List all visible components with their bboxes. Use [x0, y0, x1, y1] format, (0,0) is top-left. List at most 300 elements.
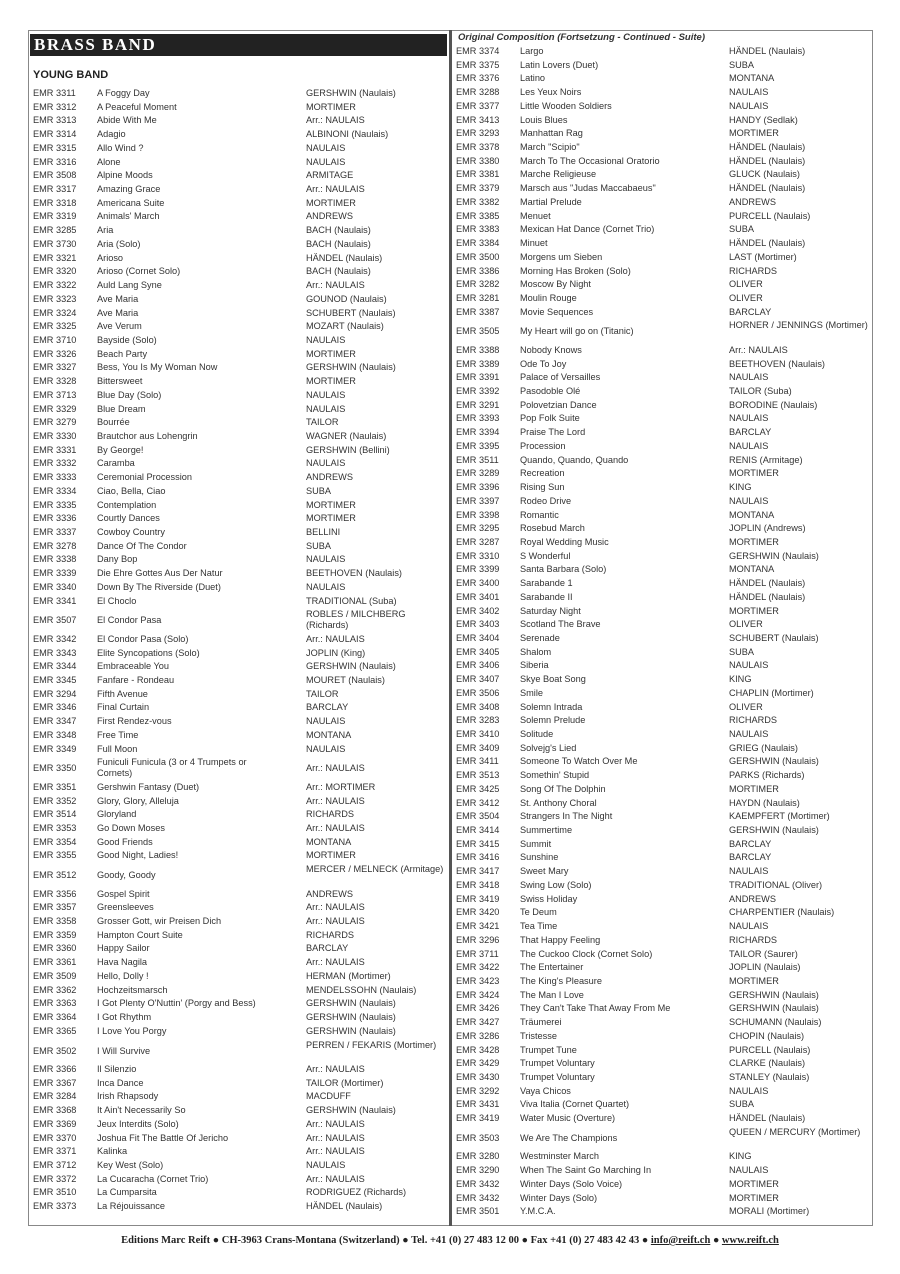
- entry-title: Kalinka: [97, 1146, 128, 1157]
- entry-number: EMR 3347: [33, 716, 77, 727]
- entry-number: EMR 3511: [456, 454, 499, 465]
- entry-number: EMR 3411: [456, 756, 499, 767]
- entry-title: Ciao, Bella, Ciao: [97, 485, 166, 496]
- entry-composer: NAULAIS: [729, 1085, 769, 1096]
- entry-title: Sarabande II: [520, 591, 573, 602]
- entry-title: Latino: [520, 73, 546, 84]
- entry-number: EMR 3290: [456, 1165, 500, 1176]
- entry-number: EMR 3387: [456, 306, 500, 317]
- entry-composer: NAULAIS: [729, 1165, 769, 1176]
- entry-number: EMR 3407: [456, 674, 500, 685]
- catalog-entry: [33, 253, 445, 267]
- catalog-entry: [33, 930, 445, 944]
- entry-composer: CHAPLIN (Mortimer): [729, 687, 814, 698]
- entry-title: Rising Sun: [520, 482, 565, 493]
- catalog-entry: [456, 811, 868, 825]
- catalog-entry: [33, 1160, 445, 1174]
- entry-title: Ave Maria: [97, 307, 139, 318]
- entry-title: Key West (Solo): [97, 1160, 164, 1171]
- catalog-entry: [33, 280, 445, 294]
- catalog-entry: [33, 88, 445, 102]
- brass-band-banner: BRASS BAND: [30, 34, 447, 56]
- entry-number: EMR 3367: [33, 1077, 77, 1088]
- entry-number: EMR 3386: [456, 265, 500, 276]
- catalog-entry: [456, 386, 868, 400]
- entry-title: Marche Religieuse: [520, 169, 597, 180]
- entry-composer: SCHUBERT (Naulais): [306, 307, 396, 318]
- entry-number: EMR 3287: [456, 536, 500, 547]
- entry-composer: BELLINI: [306, 527, 341, 537]
- entry-number: EMR 3292: [456, 1085, 500, 1096]
- entry-number: EMR 3397: [456, 495, 500, 506]
- entry-number: EMR 3295: [456, 523, 500, 534]
- catalog-entry: [456, 551, 868, 565]
- entry-title: Inca Dance: [97, 1077, 144, 1088]
- entry-number: EMR 3413: [456, 114, 500, 125]
- entry-number: EMR 3285: [33, 225, 77, 236]
- entry-composer: GOUNOD (Naulais): [306, 293, 387, 304]
- catalog-entry: [33, 985, 445, 999]
- catalog-entry: [33, 716, 445, 730]
- entry-number: EMR 3388: [456, 344, 500, 355]
- catalog-entry: [456, 468, 868, 482]
- catalog-entry: [456, 1017, 868, 1031]
- entry-title: Bourrée: [97, 417, 130, 428]
- entry-number: EMR 3333: [33, 472, 77, 483]
- catalog-entry: [33, 864, 445, 889]
- entry-number: EMR 3339: [33, 568, 77, 579]
- entry-composer: MORTIMER: [306, 197, 356, 208]
- entry-composer: MORTIMER: [306, 499, 356, 510]
- entry-number: EMR 3374: [456, 46, 500, 56]
- catalog-entry: [33, 609, 445, 634]
- entry-title: Go Down Moses: [97, 822, 165, 833]
- entry-number: EMR 3417: [456, 866, 500, 877]
- catalog-entry: [456, 372, 868, 386]
- entry-composer: MONTANA: [729, 564, 775, 575]
- entry-number: EMR 3358: [33, 916, 77, 927]
- entry-number: EMR 3503: [456, 1132, 500, 1143]
- catalog-entry: [456, 633, 868, 647]
- entry-title: Recreation: [520, 468, 565, 479]
- entry-composer: MORTIMER: [729, 128, 779, 139]
- entry-title: Trumpet Tune: [520, 1044, 577, 1055]
- entry-number: EMR 3406: [456, 660, 500, 671]
- entry-composer: Arr.: NAULAIS: [306, 763, 365, 774]
- catalog-entry: [456, 1072, 868, 1086]
- entry-composer: Arr.: NAULAIS: [306, 1173, 365, 1184]
- catalog-entry: [33, 1064, 445, 1078]
- entry-title: A Peaceful Moment: [97, 101, 177, 112]
- entry-composer: GERSHWIN (Naulais): [306, 998, 396, 1009]
- entry-number: EMR 3513: [456, 770, 500, 781]
- entry-composer: HÄNDEL (Naulais): [729, 238, 806, 249]
- catalog-entry: [33, 417, 445, 431]
- entry-number: EMR 3415: [456, 838, 500, 849]
- entry-title: Song Of The Dolphin: [520, 783, 606, 794]
- entry-number: EMR 3294: [33, 688, 77, 699]
- entry-composer: HANDY (Sedlak): [729, 114, 798, 125]
- catalog-entry: [33, 689, 445, 703]
- entry-title: By George!: [97, 444, 144, 455]
- catalog-entry: [456, 606, 868, 620]
- entry-number: EMR 3356: [33, 888, 77, 899]
- entry-number: EMR 3506: [456, 687, 500, 698]
- entry-title: Scotland The Brave: [520, 619, 601, 630]
- footer-email-link[interactable]: info@reift.ch: [650, 1235, 711, 1246]
- catalog-entry: [33, 1091, 445, 1105]
- catalog-entry: [456, 935, 868, 949]
- entry-title: Palace of Versailles: [520, 372, 601, 383]
- entry-composer: GERSHWIN (Naulais): [306, 1025, 396, 1036]
- catalog-entry: [456, 674, 868, 688]
- entry-composer: TAILOR (Suba): [729, 386, 792, 397]
- entry-composer: Arr.: MORTIMER: [306, 781, 376, 792]
- entry-title: Marsch aus "Judas Maccabaeus": [520, 183, 656, 194]
- entry-number: EMR 3320: [33, 266, 77, 277]
- entry-title: Procession: [520, 440, 566, 451]
- entry-number: EMR 3362: [33, 984, 77, 995]
- column-divider: [449, 30, 452, 1226]
- entry-number: EMR 3319: [33, 211, 77, 222]
- entry-composer: HÄNDEL (Naulais): [306, 1201, 383, 1212]
- entry-title: Nobody Knows: [520, 344, 582, 355]
- entry-number: EMR 3376: [456, 73, 500, 84]
- entry-number: EMR 3380: [456, 155, 500, 166]
- entry-composer: MOURET (Naulais): [306, 674, 385, 685]
- catalog-entry: [456, 345, 868, 359]
- entry-title: Westminster March: [520, 1151, 599, 1162]
- entry-title: The Man I Love: [520, 989, 584, 1000]
- entry-number: EMR 3400: [456, 578, 500, 589]
- catalog-entry: [456, 784, 868, 798]
- entry-composer: NAULAIS: [729, 660, 769, 671]
- entry-composer: BEETHOVEN (Naulais): [729, 358, 825, 369]
- entry-title: La Réjouissance: [97, 1201, 165, 1212]
- entry-title: Adagio: [97, 129, 126, 140]
- entry-number: EMR 3324: [33, 307, 77, 318]
- entry-composer: Arr.: NAULAIS: [306, 1064, 365, 1074]
- entry-composer: ANDREWS: [306, 472, 353, 483]
- catalog-entry: [33, 349, 445, 363]
- entry-composer: MENDELSSOHN (Naulais): [306, 984, 417, 995]
- entry-number: EMR 3370: [33, 1132, 77, 1143]
- entry-composer: KING: [729, 674, 752, 685]
- entry-composer: SUBA: [729, 646, 755, 657]
- entry-title: Gospel Spirit: [97, 888, 150, 899]
- entry-composer: TAILOR: [306, 417, 339, 428]
- entry-title: Allo Wind ?: [97, 142, 144, 153]
- entry-composer: HÄNDEL (Naulais): [729, 142, 806, 153]
- entry-composer: NAULAIS: [306, 1160, 346, 1171]
- entry-composer: HÄNDEL (Naulais): [306, 252, 383, 263]
- entry-title: Te Deum: [520, 907, 557, 918]
- entry-title: Elite Syncopations (Solo): [97, 647, 200, 658]
- entry-title: Moulin Rouge: [520, 292, 577, 303]
- entry-composer: NAULAIS: [306, 458, 346, 469]
- catalog-entry: [33, 730, 445, 744]
- catalog-entry: [456, 101, 868, 115]
- entry-composer: NAULAIS: [729, 866, 769, 877]
- entry-title: Free Time: [97, 729, 139, 740]
- footer-publisher: Editions Marc Reift: [121, 1235, 211, 1246]
- entry-number: EMR 3325: [33, 321, 77, 332]
- entry-number: EMR 3369: [33, 1118, 77, 1129]
- entry-number: EMR 3363: [33, 998, 77, 1009]
- entry-title: Y.M.C.A.: [520, 1206, 556, 1217]
- entry-composer: TRADITIONAL (Suba): [306, 595, 397, 606]
- entry-title: Royal Wedding Music: [520, 536, 609, 547]
- entry-title: Santa Barbara (Solo): [520, 564, 607, 575]
- catalog-entry: [456, 894, 868, 908]
- entry-composer: RICHARDS: [306, 809, 354, 820]
- catalog-entry: [456, 46, 868, 60]
- entry-number: EMR 3317: [33, 184, 77, 195]
- entry-composer: Arr.: NAULAIS: [306, 795, 365, 806]
- entry-number: EMR 3329: [33, 403, 77, 414]
- entry-composer: Arr.: NAULAIS: [729, 344, 788, 355]
- catalog-entry: [456, 1113, 868, 1127]
- entry-composer: SUBA: [306, 540, 332, 551]
- catalog-entry: [33, 1201, 445, 1215]
- catalog-entry: [33, 1187, 445, 1201]
- entry-number: EMR 3286: [456, 1030, 500, 1041]
- entry-title: Rosebud March: [520, 523, 585, 534]
- entry-number: EMR 3353: [33, 822, 77, 833]
- catalog-entry: [33, 157, 445, 171]
- entry-title: Courtly Dances: [97, 513, 160, 524]
- entry-title: Serenade: [520, 632, 560, 643]
- entry-composer: RICHARDS: [729, 715, 777, 726]
- catalog-entry: [33, 321, 445, 335]
- entry-composer: KAEMPFERT (Mortimer): [729, 811, 830, 822]
- entry-title: Minuet: [520, 238, 548, 249]
- catalog-entry: [456, 482, 868, 496]
- entry-composer: TAILOR (Saurer): [729, 948, 798, 959]
- entry-title: Arioso: [97, 252, 124, 263]
- entry-number: EMR 3424: [456, 989, 500, 1000]
- entry-composer: NAULAIS: [729, 372, 769, 383]
- entry-title: They Can't Take That Away From Me: [520, 1003, 671, 1014]
- catalog-entry: [456, 1086, 868, 1100]
- entry-composer: MONTANA: [729, 73, 775, 84]
- entry-composer: PURCELL (Naulais): [729, 210, 811, 221]
- entry-number: EMR 3404: [456, 632, 500, 643]
- entry-composer: MORTIMER: [306, 101, 356, 112]
- entry-number: EMR 3385: [456, 210, 500, 221]
- entry-composer: NAULAIS: [729, 440, 769, 451]
- entry-composer: Arr.: NAULAIS: [306, 916, 365, 927]
- entry-composer: TAILOR (Mortimer): [306, 1077, 384, 1088]
- catalog-entry: [456, 852, 868, 866]
- entry-title: Joshua Fit The Battle Of Jericho: [97, 1132, 229, 1143]
- left-catalog-list: [33, 88, 445, 1215]
- entry-composer: Arr.: NAULAIS: [306, 1132, 365, 1143]
- entry-composer: ROBLES / MILCHBERG (Richards): [306, 609, 406, 631]
- entry-composer: GLUCK (Naulais): [729, 169, 800, 180]
- entry-title: Hochzeitsmarsch: [97, 984, 168, 995]
- entry-number: EMR 3710: [33, 334, 77, 345]
- entry-number: EMR 3395: [456, 440, 500, 451]
- entry-composer: MORTIMER: [729, 1178, 779, 1189]
- entry-composer: Arr.: NAULAIS: [306, 280, 365, 291]
- entry-number: EMR 3427: [456, 1017, 500, 1028]
- entry-composer: ANDREWS: [729, 893, 776, 904]
- entry-composer: SUBA: [306, 485, 332, 496]
- entry-title: Water Music (Overture): [520, 1113, 616, 1124]
- entry-number: EMR 3312: [33, 101, 77, 112]
- catalog-entry: [33, 308, 445, 322]
- entry-title: St. Anthony Choral: [520, 797, 597, 808]
- entry-number: EMR 3392: [456, 386, 500, 397]
- catalog-entry: [456, 413, 868, 427]
- entry-title: Morgens um Sieben: [520, 251, 603, 262]
- entry-composer: NAULAIS: [306, 743, 346, 754]
- entry-number: EMR 3412: [456, 797, 500, 808]
- entry-title: Someone To Watch Over Me: [520, 756, 638, 767]
- entry-number: EMR 3713: [33, 389, 77, 400]
- catalog-entry: [33, 837, 445, 851]
- entry-composer: MORTIMER: [306, 376, 356, 387]
- catalog-entry: [33, 782, 445, 796]
- entry-title: Contemplation: [97, 499, 157, 510]
- footer-web-link[interactable]: www.reift.ch: [721, 1235, 779, 1246]
- entry-composer: NAULAIS: [306, 554, 346, 565]
- entry-composer: Arr.: NAULAIS: [306, 822, 365, 833]
- entry-composer: OLIVER: [729, 701, 763, 712]
- catalog-entry: [456, 715, 868, 729]
- entry-title: Alone: [97, 156, 121, 167]
- catalog-entry: [456, 400, 868, 414]
- entry-composer: SUBA: [729, 224, 755, 235]
- entry-composer: NAULAIS: [729, 729, 769, 739]
- entry-composer: Arr.: NAULAIS: [306, 1118, 365, 1129]
- entry-title: Bittersweet: [97, 376, 143, 387]
- entry-number: EMR 3509: [33, 970, 77, 981]
- catalog-entry: [33, 211, 445, 225]
- catalog-entry: [456, 770, 868, 784]
- entry-composer: MORTIMER: [729, 468, 779, 479]
- entry-title: Les Yeux Noirs: [520, 87, 582, 98]
- entry-composer: BORODINE (Naulais): [729, 399, 818, 410]
- entry-composer: ANDREWS: [306, 888, 353, 899]
- entry-title: Largo: [520, 46, 544, 56]
- entry-title: Americana Suite: [97, 197, 165, 208]
- catalog-entry: [33, 1119, 445, 1133]
- entry-composer: WAGNER (Naulais): [306, 430, 387, 441]
- catalog-entry: [456, 1058, 868, 1072]
- catalog-entry: [33, 115, 445, 129]
- entry-title: Gloryland: [97, 809, 137, 820]
- entry-title: The King's Pleasure: [520, 975, 602, 986]
- entry-title: Strangers In The Night: [520, 811, 613, 822]
- entry-composer: NAULAIS: [306, 389, 346, 400]
- catalog-entry: [33, 404, 445, 418]
- catalog-entry: [456, 578, 868, 592]
- entry-composer: NAULAIS: [306, 716, 346, 727]
- entry-composer: NAULAIS: [306, 581, 346, 592]
- entry-number: EMR 3401: [456, 591, 500, 602]
- catalog-entry: [33, 143, 445, 157]
- entry-composer: BARCLAY: [729, 838, 772, 849]
- entry-title: La Cucaracha (Cornet Trio): [97, 1173, 209, 1184]
- entry-composer: GERSHWIN (Naulais): [729, 1003, 819, 1014]
- entry-composer: GERSHWIN (Naulais): [306, 1105, 396, 1116]
- entry-composer: STANLEY (Naulais): [729, 1071, 810, 1082]
- entry-title: When The Saint Go Marching In: [520, 1165, 652, 1176]
- entry-number: EMR 3396: [456, 482, 500, 493]
- entry-title: Brautchor aus Lohengrin: [97, 430, 198, 441]
- entry-title: Mexican Hat Dance (Cornet Trio): [520, 224, 655, 235]
- entry-title: Final Curtain: [97, 702, 150, 713]
- catalog-entry: [456, 798, 868, 812]
- footer-sep: ●: [521, 1235, 529, 1246]
- entry-number: EMR 3361: [33, 957, 77, 968]
- entry-composer: MORTIMER: [729, 975, 779, 986]
- catalog-entry: [33, 1012, 445, 1026]
- entry-title: Dance Of The Condor: [97, 540, 187, 551]
- entry-composer: BACH (Naulais): [306, 225, 371, 236]
- entry-composer: Arr.: NAULAIS: [306, 1146, 365, 1157]
- entry-title: Pop Folk Suite: [520, 413, 580, 424]
- entry-composer: NAULAIS: [729, 87, 769, 98]
- entry-number: EMR 3428: [456, 1044, 500, 1055]
- entry-composer: BARCLAY: [306, 943, 349, 954]
- catalog-entry: [456, 293, 868, 307]
- entry-composer: MONTANA: [306, 836, 352, 847]
- catalog-entry: [33, 568, 445, 582]
- catalog-entry: [456, 976, 868, 990]
- entry-composer: HÄNDEL (Naulais): [729, 591, 806, 602]
- catalog-entry: [33, 225, 445, 239]
- catalog-entry: [456, 211, 868, 225]
- entry-title: Little Wooden Soldiers: [520, 100, 612, 111]
- entry-title: Viva Italia (Cornet Quartet): [520, 1099, 630, 1110]
- entry-number: EMR 3418: [456, 879, 500, 890]
- catalog-entry: [33, 1146, 445, 1160]
- entry-number: EMR 3419: [456, 893, 500, 904]
- entry-number: EMR 3378: [456, 142, 500, 153]
- entry-title: Abide With Me: [97, 115, 157, 126]
- catalog-entry: [456, 427, 868, 441]
- entry-composer: MORTIMER: [729, 605, 779, 616]
- catalog-entry: [33, 661, 445, 675]
- catalog-entry: [33, 458, 445, 472]
- catalog-entry: [456, 743, 868, 757]
- entry-title: We Are The Champions: [520, 1132, 618, 1143]
- entry-title: The Cuckoo Clock (Cornet Solo): [520, 948, 653, 959]
- entry-title: Beach Party: [97, 348, 148, 359]
- entry-number: EMR 3393: [456, 413, 500, 424]
- catalog-entry: [33, 170, 445, 184]
- entry-composer: BARCLAY: [729, 306, 772, 317]
- entry-composer: HAYDN (Naulais): [729, 797, 800, 808]
- entry-title: Solvejg's Lied: [520, 742, 577, 753]
- entry-number: EMR 3501: [456, 1206, 500, 1217]
- entry-title: Grosser Gott, wir Preisen Dich: [97, 916, 222, 927]
- catalog-entry: [33, 266, 445, 280]
- entry-composer: RENIS (Armitage): [729, 454, 803, 465]
- entry-composer: HÄNDEL (Naulais): [729, 46, 806, 56]
- entry-composer: GERSHWIN (Naulais): [729, 825, 819, 836]
- entry-number: EMR 3425: [456, 783, 500, 794]
- catalog-entry: [456, 1031, 868, 1045]
- catalog-entry: [33, 102, 445, 116]
- catalog-entry: [456, 156, 868, 170]
- entry-number: EMR 3281: [456, 292, 500, 303]
- entry-title: Die Ehre Gottes Aus Der Natur: [97, 568, 223, 579]
- catalog-entry: [456, 1045, 868, 1059]
